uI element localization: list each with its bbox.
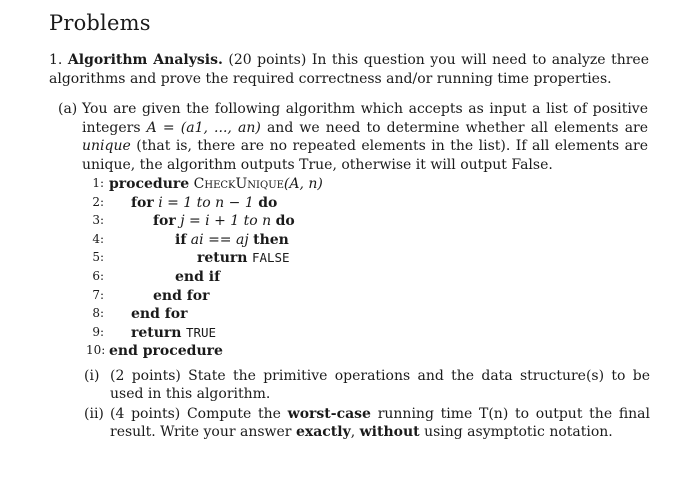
line-code (153, 213, 295, 229)
part-a-label: (a) (58, 101, 78, 117)
literal-value: FALSE (251, 250, 290, 266)
keyword: return (131, 324, 182, 341)
expression: i = 1 to n − 1 (153, 194, 259, 211)
question-ii (84, 405, 650, 441)
keyword: if (175, 231, 187, 248)
expression: j = i + 1 to n (175, 213, 276, 230)
line-code (131, 195, 277, 211)
keyword: end for (153, 287, 210, 304)
problem-number: 1. (49, 52, 63, 68)
keyword: return (197, 250, 248, 267)
keyword: end procedure (109, 343, 223, 360)
question-i-text: (2 points) State the primitive operations and the data structure(s) to be used in this algorithm. (110, 368, 650, 402)
line-code (175, 269, 220, 285)
procedure-name: CheckUnique (193, 176, 284, 192)
line-number: 3: (92, 213, 104, 228)
keyword: do (275, 213, 295, 230)
line-number: 6: (92, 269, 104, 283)
page-title: Problems (49, 11, 151, 35)
problem-1 (49, 51, 649, 89)
part-a (58, 100, 648, 174)
expression: (A, n) (283, 176, 323, 192)
problem-text: (20 points) In this question you will need to analyze three algorithms and prove the required correctness and/or running time properties. (49, 52, 649, 87)
question-i-label: (i) (84, 368, 100, 384)
line-code (131, 325, 216, 341)
question-ii-pre: (4 points) Compute the (110, 406, 281, 422)
part-a-text-3: (that is, there are no repeated elements in the list). If all elements are unique, the algorithm outputs True, otherwise it will output False. (82, 138, 648, 173)
question-i (84, 367, 650, 403)
question-ii-label: (ii) (84, 406, 104, 422)
line-number: 8: (92, 306, 104, 321)
keyword: for (131, 194, 154, 211)
line-number: 2: (92, 194, 104, 209)
part-a-text-1: You are given the following algorithm which accepts as input a list of positive integers (82, 101, 648, 136)
line-number: 7: (92, 287, 104, 302)
expression: ai == aj (186, 231, 254, 248)
keyword: end for (131, 306, 188, 323)
line-code (109, 176, 323, 192)
part-a-text-2: and we need to determine whether all elements are (266, 119, 649, 136)
line-code (153, 288, 210, 304)
question-ii-post: using asymptotic notation. (424, 424, 613, 440)
literal-value: TRUE (185, 324, 217, 340)
keyword: procedure (109, 176, 190, 192)
part-a-formula: A = (a1, ..., an) (146, 119, 261, 136)
question-ii-without: without (359, 424, 420, 440)
keyword: do (258, 194, 278, 211)
line-code (197, 250, 290, 266)
question-ii-exactly: exactly (295, 424, 351, 440)
line-code (131, 306, 188, 322)
keyword: end if (175, 269, 221, 285)
keyword: then (253, 231, 289, 248)
line-code (109, 343, 223, 359)
line-number: 10: (86, 343, 106, 358)
problem-heading: Algorithm Analysis. (67, 52, 223, 68)
question-ii-comma: , (350, 424, 356, 440)
question-ii-text (110, 405, 650, 441)
line-number: 9: (92, 324, 104, 339)
question-ii-mid: running time T(n) to output the final result. Write your answer (110, 406, 651, 440)
line-number: 4: (92, 231, 104, 246)
line-code (175, 232, 289, 248)
line-number: 1: (92, 176, 104, 190)
line-number: 5: (92, 250, 104, 265)
question-ii-worst-case: worst-case (287, 406, 371, 422)
part-a-emph: unique (82, 138, 131, 154)
part-a-text (82, 100, 648, 174)
keyword: for (153, 213, 176, 230)
